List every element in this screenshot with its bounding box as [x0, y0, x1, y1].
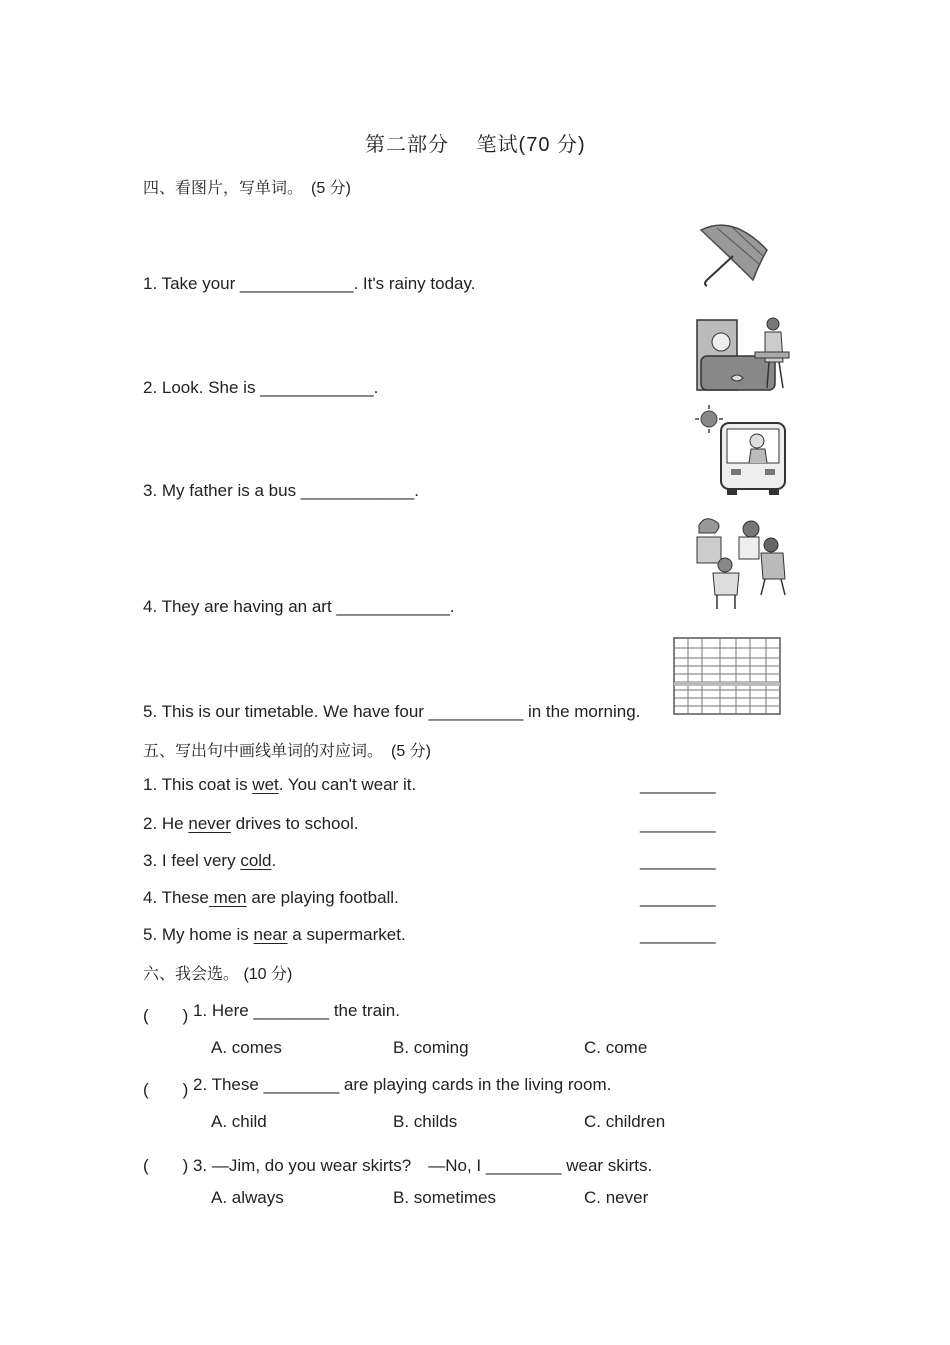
s6-q1-paren: ( ) [143, 1006, 189, 1025]
s5-q4-after: are playing football. [246, 888, 399, 907]
s5-q1-before: 1. This coat is [143, 775, 253, 794]
s5-q2-underlined: never [188, 814, 231, 833]
s5-question-1 [143, 775, 416, 795]
umbrella-icon [693, 220, 773, 290]
s4-question-4: 4. They are having an art ____________. [143, 597, 455, 616]
s6-q1-option-b: B. coming [393, 1038, 469, 1057]
s4-question-1: 1. Take your ____________. It's rainy today. [143, 274, 476, 293]
s5-question-2 [143, 814, 358, 834]
s6-q1-option-a: A. comes [211, 1038, 282, 1057]
s6-q1-stem: 1. Here ________ the train. [193, 1001, 400, 1020]
s5-question-3 [143, 851, 276, 871]
s5-q5-after: a supermarket. [287, 925, 406, 944]
timetable-icon [672, 636, 784, 718]
s5-q5-before: 5. My home is [143, 925, 254, 944]
section-6-heading: 六、我会选。 (10 分) [143, 966, 293, 983]
page-title: 第二部分 笔试(70 分) [365, 134, 586, 156]
s6-q1-option-c: C. come [584, 1038, 648, 1057]
s6-q3-stem: 3. —Jim, do you wear skirts? —No, I ________ wear skirts. [193, 1156, 653, 1175]
s6-q3-option-a: A. always [211, 1188, 284, 1207]
section-5-heading: 五、写出句中画线单词的对应词。 (5 分) [143, 743, 432, 760]
s4-question-3: 3. My father is a bus ____________. [143, 481, 419, 500]
s6-q2-option-c: C. children [584, 1112, 666, 1131]
s5-answer-blank-3: ________ [640, 851, 716, 870]
s5-q3-before: 3. I feel very [143, 851, 241, 870]
sick-in-bed-icon [695, 312, 795, 394]
s5-q2-before: 2. He [143, 814, 189, 833]
s6-q2-option-a: A. child [211, 1112, 267, 1131]
s5-question-5 [143, 925, 406, 945]
s6-q3-option-c: C. never [584, 1188, 649, 1207]
section-4-heading: 四、看图片，写单词。 (5 分) [143, 180, 352, 197]
s6-q3-option-b: B. sometimes [393, 1188, 496, 1207]
s5-q4-before: 4. These [143, 888, 209, 907]
s5-q1-underlined: wet [252, 775, 279, 794]
art-class-icon [695, 515, 790, 611]
s6-q2-stem: 2. These ________ are playing cards in the living room. [193, 1075, 612, 1094]
s5-answer-blank-4: ________ [640, 888, 716, 907]
s5-q1-after: . You can't wear it. [278, 775, 417, 794]
s5-q4-underlined: men [208, 888, 247, 907]
s6-q2-paren: ( ) [143, 1080, 189, 1099]
s5-q3-after: . [271, 851, 277, 870]
s5-q5-underlined: near [253, 925, 288, 944]
s5-answer-blank-5: ________ [640, 925, 716, 944]
s4-question-5: 5. This is our timetable. We have four __________ in the morning. [143, 702, 641, 721]
s5-q2-after: drives to school. [230, 814, 359, 833]
s5-question-4 [143, 888, 399, 908]
s5-answer-blank-2: ________ [640, 814, 716, 833]
s5-q3-underlined: cold [240, 851, 272, 870]
bus-driver-icon [695, 405, 790, 497]
s6-q2-option-b: B. childs [393, 1112, 458, 1131]
s5-answer-blank-1: ________ [640, 775, 716, 794]
s4-question-2: 2. Look. She is ____________. [143, 378, 379, 397]
s6-q3-paren: ( ) [143, 1156, 189, 1175]
